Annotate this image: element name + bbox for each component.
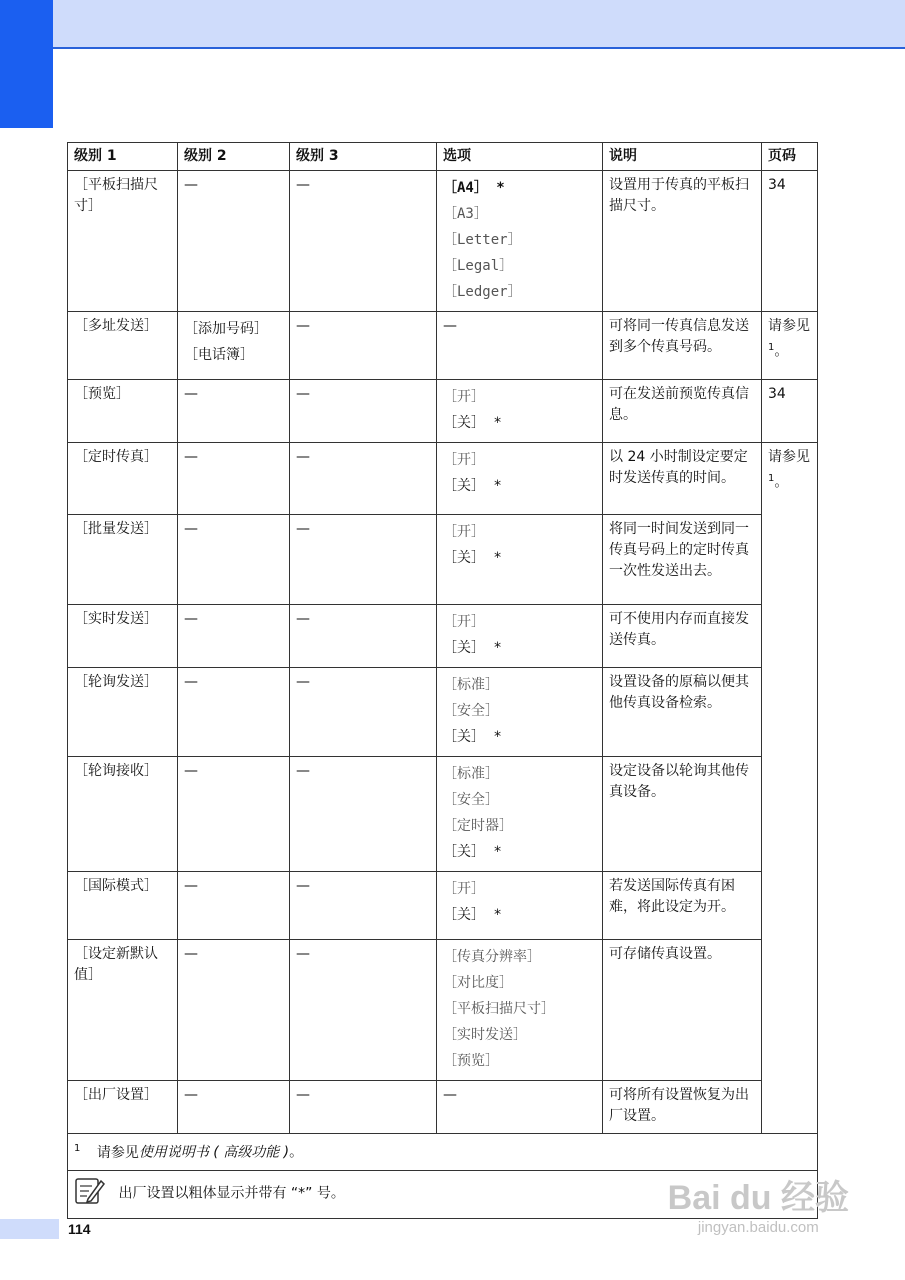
option-item: ［开］ [443,389,485,405]
option-item: ［平板扫描尺寸］ [443,1001,555,1017]
level2-cell: — [178,443,290,515]
option-item: ［开］ [443,524,485,540]
table-row [68,443,818,515]
option-item: ［关］ * [443,844,502,860]
option-item: ［传真分辨率］ [443,949,541,965]
level2-cell: — [178,872,290,940]
description-cell: 设置设备的原稿以便其他传真设备检索。 [603,668,762,757]
page-cell [762,757,818,872]
page-cell [762,940,818,1081]
option-item: ［开］ [443,881,485,897]
level1-cell: ［轮询发送］ [68,668,178,757]
level1-cell: ［批量发送］ [68,515,178,605]
page-cell [762,605,818,668]
level3-cell: — [290,605,437,668]
option-item: ［Ledger］ [443,284,522,300]
page-cell [762,312,818,380]
level1-cell: ［轮询接收］ [68,757,178,872]
description-cell: 设置用于传真的平板扫描尺寸。 [603,171,762,312]
option-item: ［实时发送］ [443,1027,527,1043]
option-item: ［Legal］ [443,258,514,274]
option-item: ［标准］ [443,677,499,693]
option-item: ［关］ * [443,729,502,745]
level1-cell: ［实时发送］ [68,605,178,668]
description-cell: 将同一时间发送到同一传真号码上的定时传真一次性发送出去。 [603,515,762,605]
note-text: 出厂设置以粗体显示并带有 “*” 号。 [118,1185,345,1202]
level2-cell: — [178,380,290,443]
column-header: 页码 [762,143,818,171]
page-ref-text: 请参见 [768,318,810,334]
table-row [68,312,818,380]
level3-cell: — [290,312,437,380]
level2-cell: — [178,1081,290,1134]
table-row [68,171,818,312]
level3-cell: — [290,171,437,312]
column-header: 级别 3 [290,143,437,171]
level1-cell: ［预览］ [68,380,178,443]
page-ref-tail: 。 [774,474,789,491]
table-row [68,1081,818,1134]
level2-cell: — [178,171,290,312]
option-item: ［关］ * [443,640,502,656]
options-cell [437,171,603,312]
option-item: ［关］ * [443,907,502,923]
table-row [68,380,818,443]
level2-cell: — [178,668,290,757]
options-cell: — [437,312,603,380]
option-item: ［开］ [443,614,485,630]
level2-item: ［添加号码］ [184,321,268,337]
level3-cell: — [290,940,437,1081]
page-cell [762,668,818,757]
option-item: ［定时器］ [443,818,513,834]
column-header: 级别 2 [178,143,290,171]
options-cell [437,668,603,757]
level2-cell: — [178,757,290,872]
options-cell [437,443,603,515]
level2-cell: — [178,940,290,1081]
page-cell: 34 [762,171,818,312]
header-band [0,0,905,49]
option-item: ［开］ [443,452,485,468]
description-cell: 以 24 小时制设定要定时发送传真的时间。 [603,443,762,515]
table-header-row [68,143,818,171]
option-item: ［关］ * [443,550,502,566]
page-cell [762,872,818,940]
footnote-prefix: 请参见 [96,1144,139,1161]
level1-cell: ［定时传真］ [68,443,178,515]
note-pencil-icon [74,1175,106,1212]
options-cell [437,940,603,1081]
option-item: ［标准］ [443,766,499,782]
level2-cell: — [178,605,290,668]
page-ref-text: 请参见 [768,449,810,465]
footnote-suffix: 。 [289,1144,304,1161]
level1-cell: ［出厂设置］ [68,1081,178,1134]
level2-item: ［电话簿］ [184,347,254,363]
level1-cell: ［平板扫描尺寸］ [68,171,178,312]
description-cell: 若发送国际传真有困难，将此设定为开。 [603,872,762,940]
chapter-tab [0,0,53,128]
description-cell: 可将所有设置恢复为出厂设置。 [603,1081,762,1134]
level3-cell: — [290,668,437,757]
level3-cell: — [290,443,437,515]
settings-table [67,142,818,1219]
column-header: 说明 [603,143,762,171]
options-cell [437,380,603,443]
page-cell [762,515,818,605]
level2-cell [178,312,290,380]
level3-cell: — [290,872,437,940]
description-cell: 可将同一传真信息发送到多个传真号码。 [603,312,762,380]
column-header: 级别 1 [68,143,178,171]
page-ref-tail: 。 [774,343,789,360]
description-cell: 可存储传真设置。 [603,940,762,1081]
option-item: ［Letter］ [443,232,522,248]
page-number: 114 [68,1221,91,1237]
table-row [68,757,818,872]
options-cell [437,872,603,940]
table-row [68,668,818,757]
description-cell: 设定设备以轮询其他传真设备。 [603,757,762,872]
footnote-marker: 1 [768,342,775,353]
option-item: ［关］ * [443,478,502,494]
options-cell [437,605,603,668]
watermark-sub: jingyan.baidu.com [697,1219,819,1236]
level3-cell: — [290,1081,437,1134]
footnote-book-title: 使用说明书 ( 高级功能 ) [138,1144,290,1161]
option-item: ［关］ * [443,415,502,431]
option-item: ［安全］ [443,703,499,719]
watermark-main: Bai du 经验 [667,1179,849,1217]
page-cell: 34 [762,380,818,443]
description-cell: 可在发送前预览传真信息。 [603,380,762,443]
level1-cell: ［多址发送］ [68,312,178,380]
option-item: ［A3］ [443,206,488,222]
footnote-number: 1 [74,1143,81,1154]
level2-cell: — [178,515,290,605]
options-cell [437,515,603,605]
table-row [68,515,818,605]
options-cell: — [437,1081,603,1134]
option-item: ［A4］ * [443,180,505,196]
column-header: 选项 [437,143,603,171]
page-number-bar [0,1219,59,1239]
level3-cell: — [290,515,437,605]
table-row [68,872,818,940]
options-cell [437,757,603,872]
level3-cell: — [290,380,437,443]
option-item: ［对比度］ [443,975,513,991]
page-cell [762,443,818,515]
option-item: ［安全］ [443,792,499,808]
level3-cell: — [290,757,437,872]
table-row [68,605,818,668]
table-row [68,940,818,1081]
footnote-row [68,1134,818,1171]
description-cell: 可不使用内存而直接发送传真。 [603,605,762,668]
watermark [668,1170,849,1236]
footnote-marker: 1 [768,473,775,484]
page-cell [762,1081,818,1134]
option-item: ［预览］ [443,1053,499,1069]
level1-cell: ［国际模式］ [68,872,178,940]
level1-cell: ［设定新默认值］ [68,940,178,1081]
